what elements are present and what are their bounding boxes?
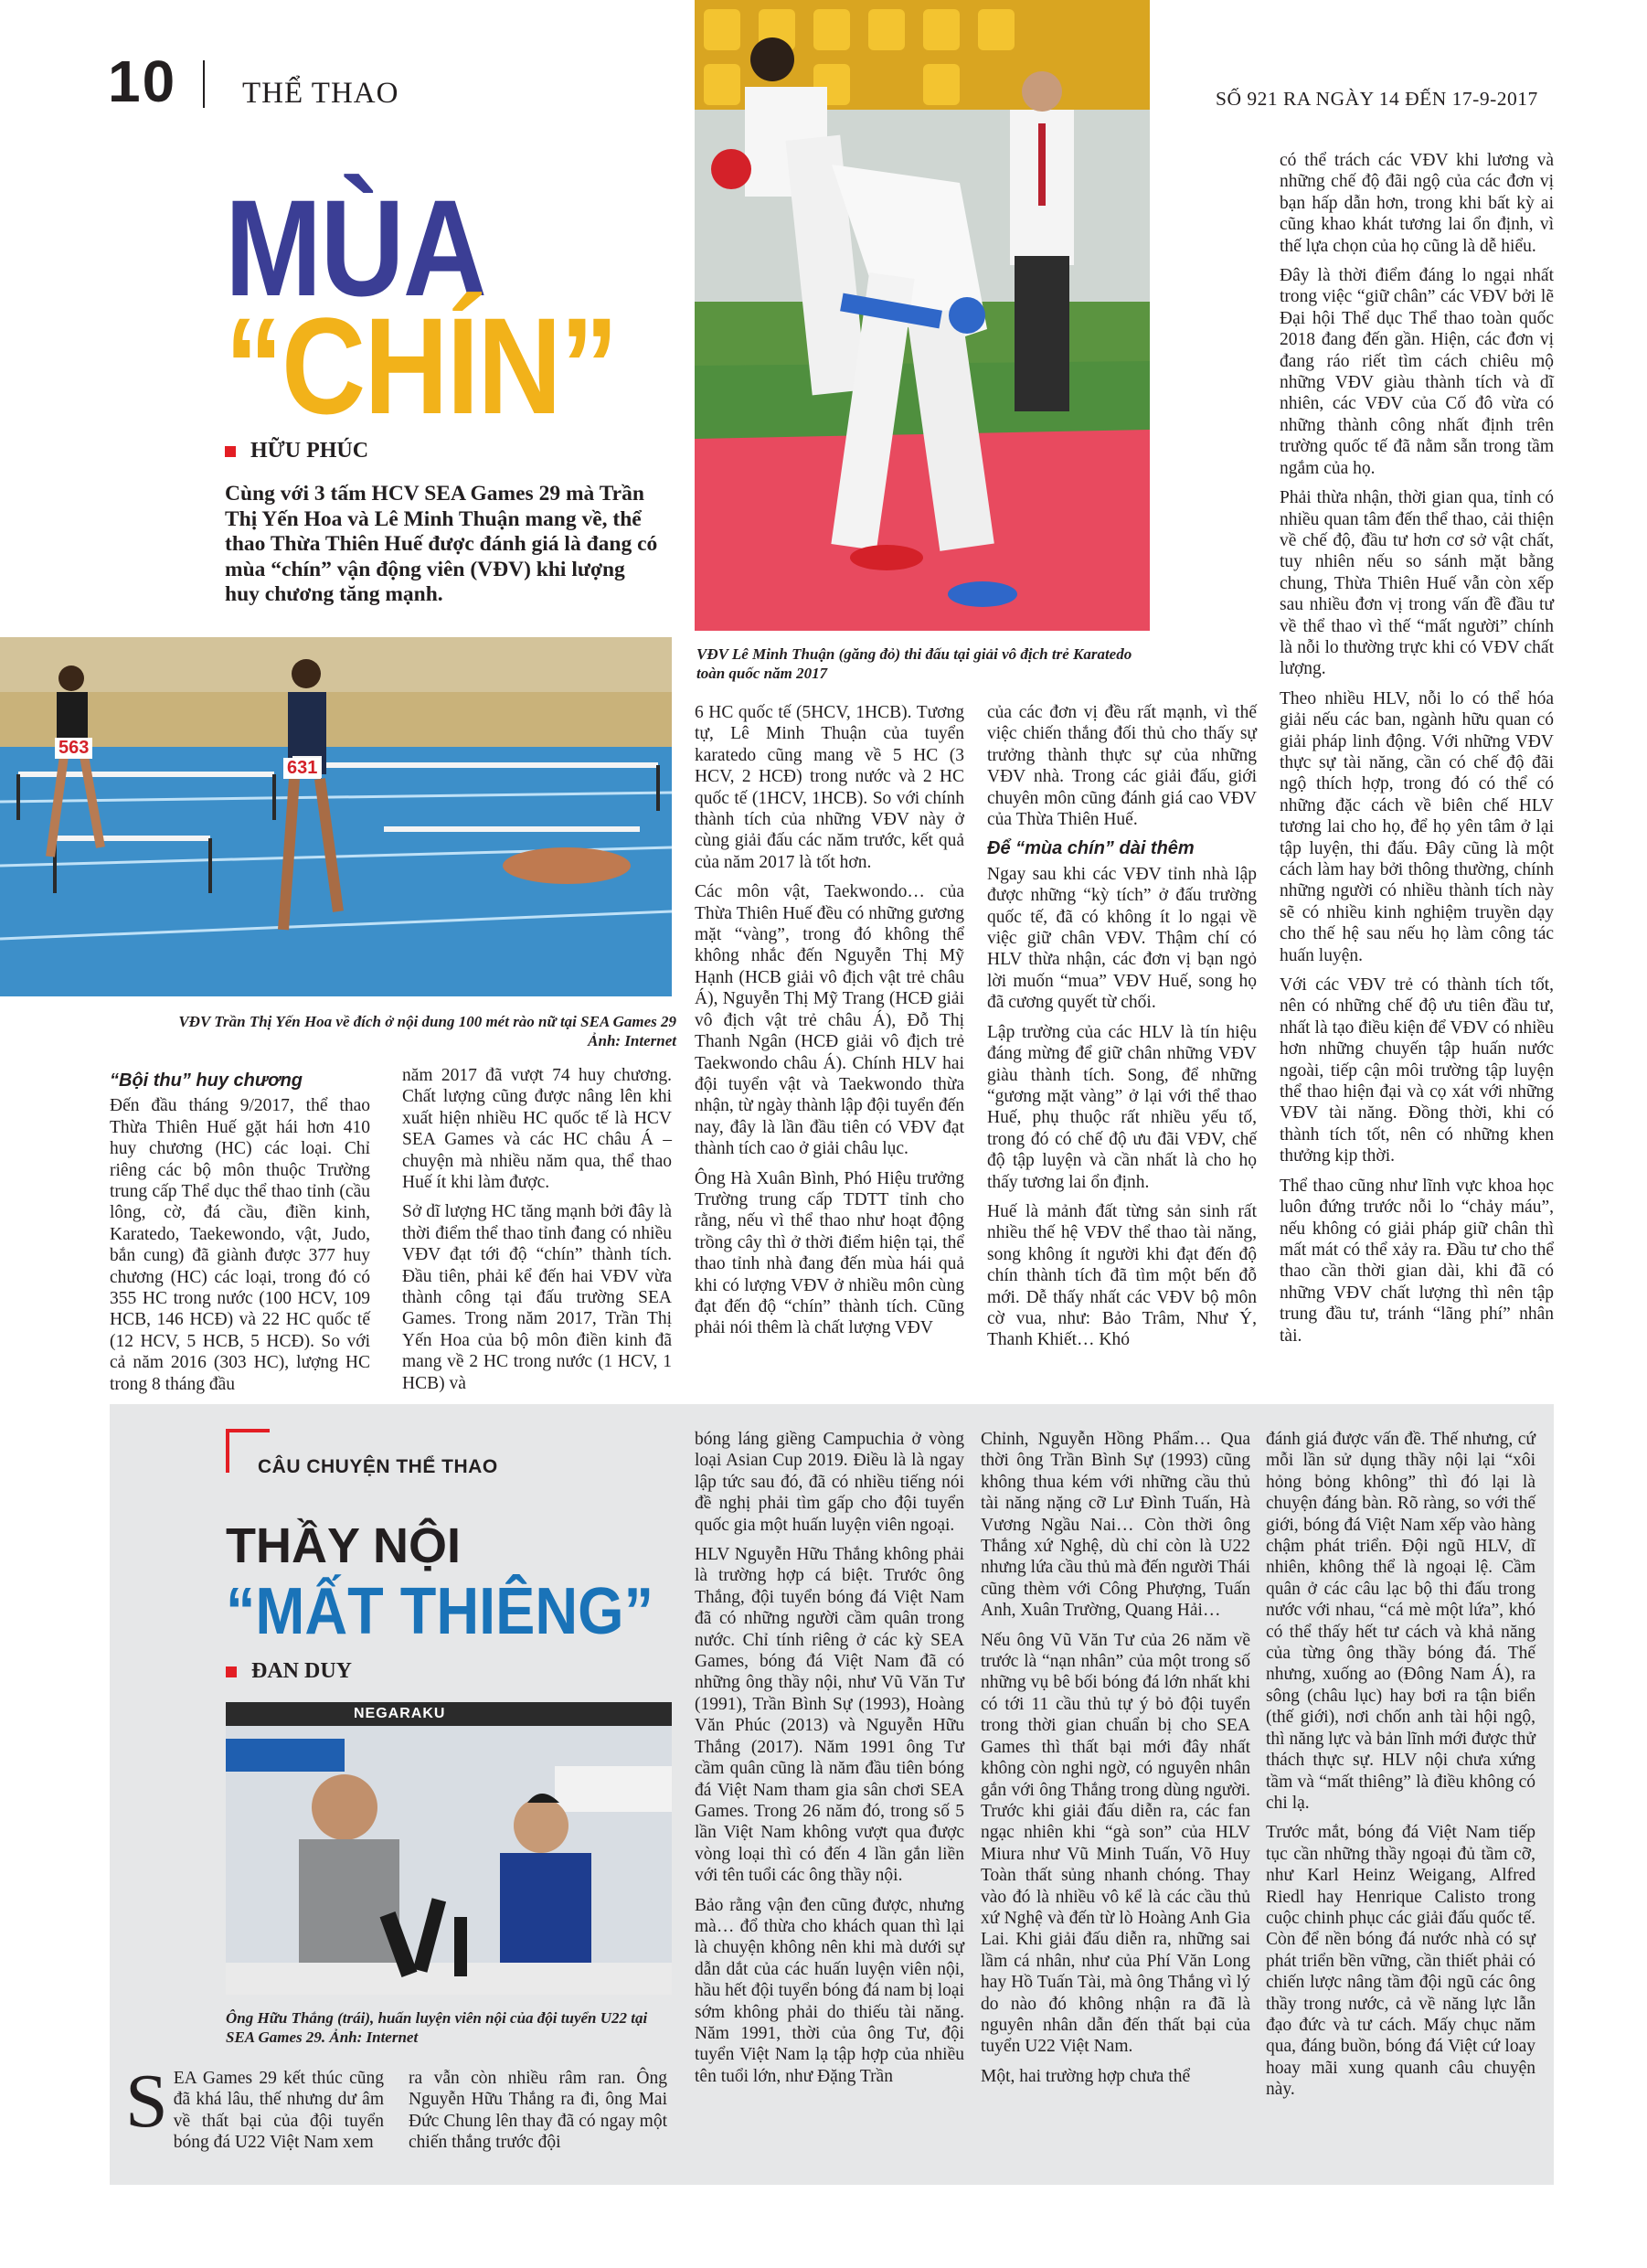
paragraph-text: EA Games 29 kết thúc cũng đã khá lâu, thế nhưng dư âm về thất bại của đội tuyển bóng đá U22 Việt Nam xem xyxy=(173,2069,384,2153)
article2-column-5 xyxy=(1266,1429,1535,2109)
drop-cap: S xyxy=(125,2059,168,2144)
article1-title-line1: MÙA xyxy=(225,171,486,325)
paragraph: Bảo rằng vận đen cũng được, nhưng mà… đổ thừa cho khách quan thì lại là chuyện không nên khi mà dưới sự dẫn dắt của các huấn luyện viên nội, hầu hết đội tuyển bóng đá nam bị loại sớm không phải do thiếu tài năng. Năm 1991, thời của ông Tư, đội tuyển Việt Nam lạ tập hợp của nhiều tên tuổi lớn, như Đặng Trần xyxy=(695,1895,964,2086)
paragraph: Đây là thời điểm đáng lo ngại nhất trong việc “giữ chân” các VĐV bởi lẽ Đại hội Thể dục Thể thao toàn quốc 2018 đang đến gần. Hiện, các đơn vị đang ráo riết tìm cách chiêu mộ những VĐV giàu thành tích và dĩ nhiên, các VĐV của Cố đô vừa có những thành công nhất định trên trường quốc tế đã nằm sẵn trong tầm ngắm của họ. xyxy=(1280,266,1554,478)
paragraph: Ngay sau khi các VĐV tỉnh nhà lập được những “kỳ tích” ở đấu trường quốc tế, đã có không ít lo ngại về việc giữ chân VĐV. Thậm chí có HLV thừa nhận, các đơn vị bạn ngỏ lời muốn “mua” VĐV Huế, song họ đã cương quyết từ chối. xyxy=(987,864,1257,1013)
article1-column-4 xyxy=(987,702,1257,1359)
karate-photo-caption: VĐV Lê Minh Thuận (găng đỏ) thi đấu tại giải vô địch trẻ Karatedo toàn quốc năm 2017 xyxy=(696,645,1132,682)
header-divider xyxy=(203,60,205,108)
press-conference-photo xyxy=(226,1702,672,1995)
subheading-boi-thu: “Bội thu” huy chương xyxy=(110,1070,303,1091)
paragraph: Với các VĐV trẻ có thành tích tốt, nên có những chế độ ưu tiên đầu tư, nhất là tạo điều kiện để VĐV có nhiều hơn những chuyến tập huấn nước ngoài, tiếp cận môi trường tập luyện thể thao hiện đại và cọ xát với những VĐV tài năng. Đồng thời, khi có thành tích tốt, nên có những khen thưởng kịp thời. xyxy=(1280,975,1554,1166)
caption-credit: Ảnh: Internet xyxy=(588,1032,676,1049)
paragraph: Chỉnh, Nguyễn Hồng Phẩm… Qua thời ông Trần Bình Sự (1993) cũng không thua kém với những cầu thủ tài năng nặng cỡ Lư Đình Tuấn, Hà Vương Ngầu Nai… Còn thời ông Thắng xứ Nghệ, dù chỉ còn là U22 nhưng lứa cầu thủ mà đến người Thái cũng thèm với Công Phượng, Tuấn Anh, Xuân Trường, Quang Hải… xyxy=(981,1430,1250,1621)
paragraph: Huế là mảnh đất từng sản sinh rất nhiều thế hệ VĐV thể thao tài năng, song không ít người khi đạt đến độ chín thành tích đã tìm một bến đỗ mới. Dễ thấy nhất các VĐV bộ môn cờ vua, như: Bảo Trâm, Như Ý, Thanh Khiết… Khó xyxy=(987,1201,1257,1350)
paragraph: Thể thao cũng như lĩnh vực khoa học luôn đứng trước nỗi lo “chảy máu”, nếu không có giải pháp giữ chân thì mất mát có thể xảy ra. Đầu tư cho thể thao cần thời gian dài, khi đã có những VĐV chất lượng thì nên tập trung đầu tư, tránh “lãng phí” nhân tài. xyxy=(1280,1176,1554,1346)
author-name: ĐAN DUY xyxy=(251,1659,352,1683)
article2-column-4 xyxy=(981,1429,1250,2095)
karate-photo xyxy=(695,0,1150,631)
article2-column-2 xyxy=(409,2068,667,2162)
bullet-square-icon xyxy=(225,446,236,457)
paragraph: của các đơn vị đều rất mạnh, vì thế việc chiến thắng đối thủ cho thấy sự trưởng thành thực sự của những VĐV nhà. Trong các giải đấu, giới chuyên môn cũng đánh giá cao VĐV của Thừa Thiên Huế. xyxy=(987,703,1257,830)
article1-column-1 xyxy=(110,1065,370,1403)
article2-author xyxy=(226,1659,352,1684)
paragraph: Nếu ông Vũ Văn Tư của 26 năm về trước là “nạn nhân” của một trong số những vụ bê bối bóng đá lớn nhất khi có tới 11 cầu thủ tự ý bỏ đội tuyển trong thời gian chuẩn bị cho SEA Games thì thất bại mới đây nhất không còn nghi ngờ, có nguyên nhân gắn với ông Thắng trong dùng người. Trước khi giải đấu diễn ra, các fan ngạc nhiên khi “gà son” của HLV Miura như Vũ Minh Tuấn, Võ Huy Toàn thất sủng nhanh chóng. Thay vào đó là nhiều vô kể là các cầu thủ xứ Nghệ và đến từ lò Hoàng Anh Gia Lai. Khi giải đấu diễn ra, những sai lầm cá nhân, như của Phí Văn Long hay Hồ Tuấn Tài, mà ông Thắng vì lý do nào đó không nhận ra đã là nguyên nhân dẫn đến thất bại của tuyển U22 Việt Nam. xyxy=(981,1630,1250,2057)
photo-banner-text: NEGARAKU xyxy=(354,1706,446,1721)
article1-column-3 xyxy=(695,702,964,1347)
article1-author xyxy=(225,439,368,463)
paragraph: Phải thừa nhận, thời gian qua, tỉnh có nhiều quan tâm đến thể thao, cải thiện về chế độ, đầu tư hơn cơ sở vật chất, tuy nhiên nếu so sánh mặt bằng chung, Thừa Thiên Huế vẫn còn xếp sau nhiều đơn vị trong vấn đề đầu tư về thể thao vì thế “mất người” chính là nỗi lo thường trực khi có VĐV chất lượng. xyxy=(1280,488,1554,679)
bullet-square-icon xyxy=(226,1666,237,1677)
paragraph: Các môn vật, Taekwondo… của Thừa Thiên Huế đều có những gương mặt “vàng”, trong đó không thể không nhắc đến Nguyễn Thị Mỹ Hạnh (HCB giải vô địch vật trẻ châu Á), Nguyễn Thị Mỹ Trang (HCĐ giải vô địch vật trẻ châu Á), Đỗ Thị Thanh Ngân (HCĐ giải vô địch trẻ Taekwondo châu Á). Chính HLV hai đội tuyển vật và Taekwondo thừa nhận, từ ngày thành lập đội tuyển đến nay, đây là lần đầu tiên có VĐV đạt thành tích cao ở giải châu lục. xyxy=(695,882,964,1159)
paragraph: Một, hai trường hợp chưa thể xyxy=(981,2066,1191,2086)
article2-title-line1: THẦY NỘI xyxy=(226,1518,462,1573)
press-photo-caption: Ông Hữu Thắng (trái), huấn luyện viên nội của đội tuyển U22 tại SEA Games 29. Ảnh: Internet xyxy=(226,2009,648,2046)
article1-title-line2: “CHÍN” xyxy=(225,289,617,442)
paragraph: Trước mắt, bóng đá Việt Nam tiếp tục cần những thầy ngoại đủ tầm cỡ, như Karl Heinz Weigang, Alfred Riedl hay Henrique Calisto trong cuộc chinh phục các giải đấu quốc tế. Còn để nền bóng đá nước nhà có sự phát triển bền vững, cần thiết phải có chiến lược nâng tầm đội ngũ các ông thầy trong nước, cả về năng lực lẫn đạo đức và tư cách. Mấy chục năm qua, đáng buồn, bóng đá Việt cứ loay hoay mãi xung quanh câu chuyện này. xyxy=(1266,1823,1535,2100)
paragraph: HLV Nguyễn Hữu Thắng không phải là trường hợp cá biệt. Trước ông Thắng, đội tuyển bóng đá Việt Nam đã có những người cầm quân trong nước. Chỉ tính riêng ở các kỳ SEA Games, bóng đá Việt Nam đã có những ông thầy nội, như Vũ Văn Tư (1991), Trần Bình Sự (1993), Hoàng Văn Phúc (2013) và Nguyễn Hữu Thắng (2017). Năm 1991 ông Tư cầm quân cũng là năm đầu tiên bóng đá Việt Nam tham gia sân chơi SEA Games. Trong 26 năm đó, trong số 5 lần Việt Nam không vượt qua được vòng loại thì có đến 4 lần gắn liền với tên tuổi các ông thầy nội. xyxy=(695,1545,964,1886)
paragraph: Lập trường của các HLV là tín hiệu đáng mừng để giữ chân những VĐV giàu thành tích. Song, để những “gương mặt vàng” ở lại với thể thao Huế, phụ thuộc rất nhiều yếu tố, trong đó có chế độ ưu đãi VĐV, chế độ tập luyện và cần nhất là cho họ thấy tương lai ổn định. xyxy=(987,1022,1257,1192)
bib-631: 631 xyxy=(283,758,321,779)
article1-column-5 xyxy=(1280,150,1554,1355)
hurdles-photo xyxy=(0,637,672,996)
article1-lead: Cùng với 3 tấm HCV SEA Games 29 mà Trần Thị Yến Hoa và Lê Minh Thuận mang về, thể thao Thừa Thiên Huế được đánh giá là đang có mùa “chín” vận động viên (VĐV) khi lượng huy chương tăng mạnh. xyxy=(225,482,658,606)
paragraph: Sở dĩ lượng HC tăng mạnh bởi đây là thời điểm thể thao tỉnh đang có nhiều VĐV đạt tới độ “chín” thành tích. Đầu tiên, phải kể đến hai VĐV vừa thành công tại đấu trường SEA Games. Trong năm 2017, Trần Thị Yến Hoa của bộ môn điền kinh đã mang về 2 HC trong nước (1 HCV, 1 HCB) và xyxy=(402,1202,672,1393)
paragraph: bóng láng giềng Campuchia ở vòng loại Asian Cup 2019. Điều là là ngay lập tức sau đó, đã có nhiều tiếng nói đề nghị phải tìm gấp cho đội tuyển quốc gia một huấn luyện viên ngoại. xyxy=(695,1430,964,1535)
paragraph: Theo nhiều HLV, nỗi lo có thể hóa giải nếu các ban, ngành hữu quan có giải pháp linh động. Với những VĐV thực sự tài năng, cần có chế độ đãi ngộ thích hợp, trong đó có thể có những đặc cách về biên chế HLV tương lai cho họ, để họ yên tâm ở lại tập luyện, thi đấu. Đây cũng là một cách làm hay bởi thông thường, chính những người có nhiều thành tích này sẽ có nhiều kinh nghiệm truyền dạy cho thế hệ sau nếu họ làm công tác huấn luyện. xyxy=(1280,688,1554,965)
article2-column-1 xyxy=(125,2059,384,2162)
paragraph: ra vẫn còn nhiều râm ran. Ông Nguyễn Hữu Thắng ra đi, ông Mai Đức Chung lên thay đã có ngay một chiến thắng trước đội xyxy=(409,2069,667,2153)
paragraph: có thể trách các VĐV khi lương và những chế độ đãi ngộ của các đơn vị bạn hấp dẫn hơn, trong khi bất kỳ ai cũng khao khát tương lai ổn định, vì thế lựa chọn của họ cũng là dễ hiểu. xyxy=(1280,151,1554,256)
paragraph: Ông Hà Xuân Bình, Phó Hiệu trưởng Trường trung cấp TDTT tỉnh cho rằng, nếu vì thể thao như hoạt động trồng cây thì ở thời điểm hiện tại, thể thao tỉnh nhà đang đến mùa hái quả khi có lượng VĐV ở nhiều môn cùng đạt đến độ “chín” thành tích. Cũng phải nói thêm là chất lượng VĐV xyxy=(695,1168,964,1338)
paragraph: 6 HC quốc tế (5HCV, 1HCB). Tương tự, Lê Minh Thuận của tuyển karatedo cũng mang về 5 HC (3 HCV, 2 HCĐ) trong nước và 2 HC quốc tế (1HCV, 1HCB). So với chính thành tích của những VĐV này ở cùng giải đấu các năm trước, kết quả của năm 2017 là tốt hơn. xyxy=(695,703,964,872)
page-number: 10 xyxy=(108,48,177,114)
section-title: THỂ THAO xyxy=(242,77,399,110)
article1-column-2 xyxy=(402,1065,672,1402)
paragraph: Đến đầu tháng 9/2017, thể thao Thừa Thiên Huế gặt hái hơn 410 huy chương (HC) các loại. Chỉ riêng các bộ môn thuộc Trường trung cấp Thể dục thể thao tỉnh (cầu lông, cờ, đá cầu, điền kinh, Karatedo, Taekewondo, vật, Judo, bắn cung) đã giành được 377 huy chương (HC) các loại, trong đó có 355 HC trong nước (100 HCV, 109 HCB, 146 HCĐ) và 22 HC quốc tế (12 HCV, 5 HCB, 5 HCĐ). So với cả năm 2016 (303 HC), lượng HC trong 8 tháng đầu xyxy=(110,1096,370,1394)
author-name: HỮU PHÚC xyxy=(250,439,369,463)
article2-column-3 xyxy=(695,1429,964,2095)
issue-info: SỐ 921 RA NGÀY 14 ĐẾN 17-9-2017 xyxy=(1216,88,1538,110)
article2-title-line2: “MẤT THIÊNG” xyxy=(226,1575,653,1648)
paragraph xyxy=(125,2059,384,2154)
article2-kicker: CÂU CHUYỆN THỂ THAO xyxy=(258,1456,498,1477)
caption-text: VĐV Trần Thị Yến Hoa về đích ở nội dung 100 mét rào nữ tại SEA Games 29 xyxy=(178,1013,676,1030)
bib-563: 563 xyxy=(55,738,92,759)
paragraph: năm 2017 đã vượt 74 huy chương. Chất lượng cũng được nâng lên khi xuất hiện nhiều HC quốc tế là HCV SEA Games và các HC châu Á – chuyện mà nhiều năm qua, thể thao Huế ít khi làm được. xyxy=(402,1066,672,1193)
hurdles-photo-caption xyxy=(119,1012,676,1050)
subheading-mua-chin: Để “mùa chín” dài thêm xyxy=(987,838,1195,859)
paragraph: đánh giá được vấn đề. Thế nhưng, cứ mỗi lần sử dụng thầy nội lại “xôi hỏng bỏng không” thì đó lại là chuyện đáng bàn. Rõ ràng, so với thế giới, bóng đá Việt Nam xếp vào hàng chậm phát triển. Đội ngũ HLV, dĩ nhiên, không thể là ngoại lệ. Cầm quân ở các câu lạc bộ thi đấu trong nước với nhau, “cá mè một lứa”, khó có thể thấy hết tư cách và khả năng của từng ông thầy bóng đá. Thế nhưng, xuống ao (Đông Nam Á), ra sông (châu lục) hay bơi ra tận biển (thế giới), nơi chốn anh tài hội ngộ, thì năng lực và bản lĩnh mới được thử thách thực sự. HLV nội chưa xứng tầm và “mất thiêng” là điều không có chi lạ. xyxy=(1266,1430,1535,1813)
